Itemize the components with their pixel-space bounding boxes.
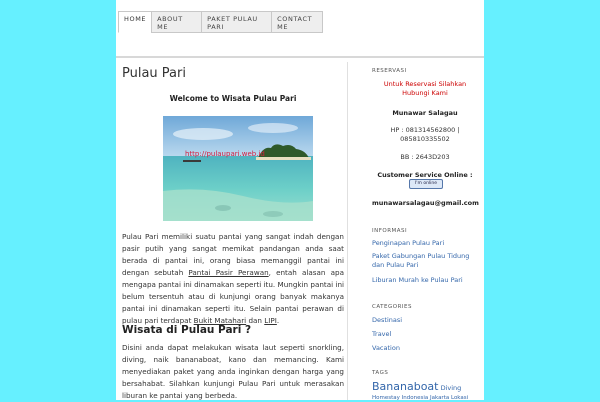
nav-tab-contact-me[interactable]: CONTACT ME [271,11,323,33]
intro-paragraph [122,231,344,327]
sidebar-heading-categories: CATEGORIES [372,304,413,310]
image-watermark: http://pulaupari.web.id [185,150,265,158]
top-navigation [118,11,323,33]
sidebar-heading-tags: TAGS [372,370,389,376]
info-link-penginapan[interactable]: Penginapan Pulau Pari [372,239,445,247]
tag-bananaboat[interactable]: Bananaboat [372,380,439,393]
para1-text-a: Pulau Pari memiliki suatu pantai yang sangat indah dengan pasir putih yang sangat memikat pandangan anda saat berada di pantai ini, orang biasa memanggil pantai ini dengan sebutah [122,232,344,277]
post-title[interactable]: Pulau Pari [122,66,186,81]
info-link-paket-gabungan[interactable]: Paket Gabungan Pulau Tidung dan Pulau Pari [372,252,470,269]
para1-text-d: . [276,316,280,325]
nav-tab-home[interactable]: HOME [118,11,151,33]
reservasi-bb-pin: BB : 2643D203 [400,153,450,161]
wisata-paragraph: Disini anda dapat melakukan wisata laut seperti snorkling, diving, naik bananaboat, kano dan memancing. Kami menyediakan paket yang anda inginkan dengan harga yang bersahabat. Silahkan kunjungi Pulau Pari untuk merasakan liburan ke pantai yang berbeda. [122,343,344,400]
beach-photo[interactable] [163,116,313,221]
contact-email[interactable]: munawarsalagau@gmail.com [372,199,479,207]
tag-cloud [372,380,461,393]
reservasi-phone: HP : 081314562800 | 085810335502 [390,126,460,143]
main-content [122,66,344,400]
welcome-heading: Welcome to Wisata Pulau Pari [169,94,297,103]
customer-service-label: Customer Service Online : [377,171,473,179]
reservasi-note: Untuk Reservasi Silahkan Hubungi Kami [383,80,467,97]
para1-text-b: , entah alasan apa mengapa pantai ini dinamakan seperti itu. Mungkin pantai ini belum tersentuh atau di kunjungi orang banyak makanya pantai ini dinamakan seperti itu. Selain pantai perawan di pulau pari terdapat [122,268,344,325]
category-link-travel[interactable]: Travel [372,330,392,338]
header-divider [116,56,484,58]
tag-diving[interactable]: Diving [440,384,462,392]
category-link-destinasi[interactable]: Destinasi [372,316,403,324]
sidebar-heading-reservasi: RESERVASI [372,68,407,74]
reservasi-contact-name: Munawar Salagau [392,109,458,117]
link-lipi[interactable]: LIPI [264,316,277,325]
link-bukit-matahari[interactable]: Bukit Matahari [193,316,247,325]
info-link-liburan-murah[interactable]: Liburan Murah ke Pulau Pari [372,276,463,284]
para1-text-c: dan [246,316,265,325]
online-status-badge[interactable]: I'm online [409,179,443,189]
page-container [116,0,484,400]
column-divider [347,62,348,400]
tag-cloud-line2[interactable]: Homestay Indonesia Jakarta Lokasi [372,395,469,401]
nav-tab-about-me[interactable]: ABOUT ME [151,11,201,33]
sidebar-heading-informasi: INFORMASI [372,228,408,234]
beach-photo-image [163,116,313,221]
section-heading-wisata: Wisata di Pulau Pari ? [122,324,252,336]
nav-tab-paket-pulau-pari[interactable]: PAKET PULAU PARI [201,11,271,33]
category-link-vacation[interactable]: Vacation [372,344,400,352]
link-pantai-pasir-perawan[interactable]: Pantai Pasir Perawan [188,268,269,277]
